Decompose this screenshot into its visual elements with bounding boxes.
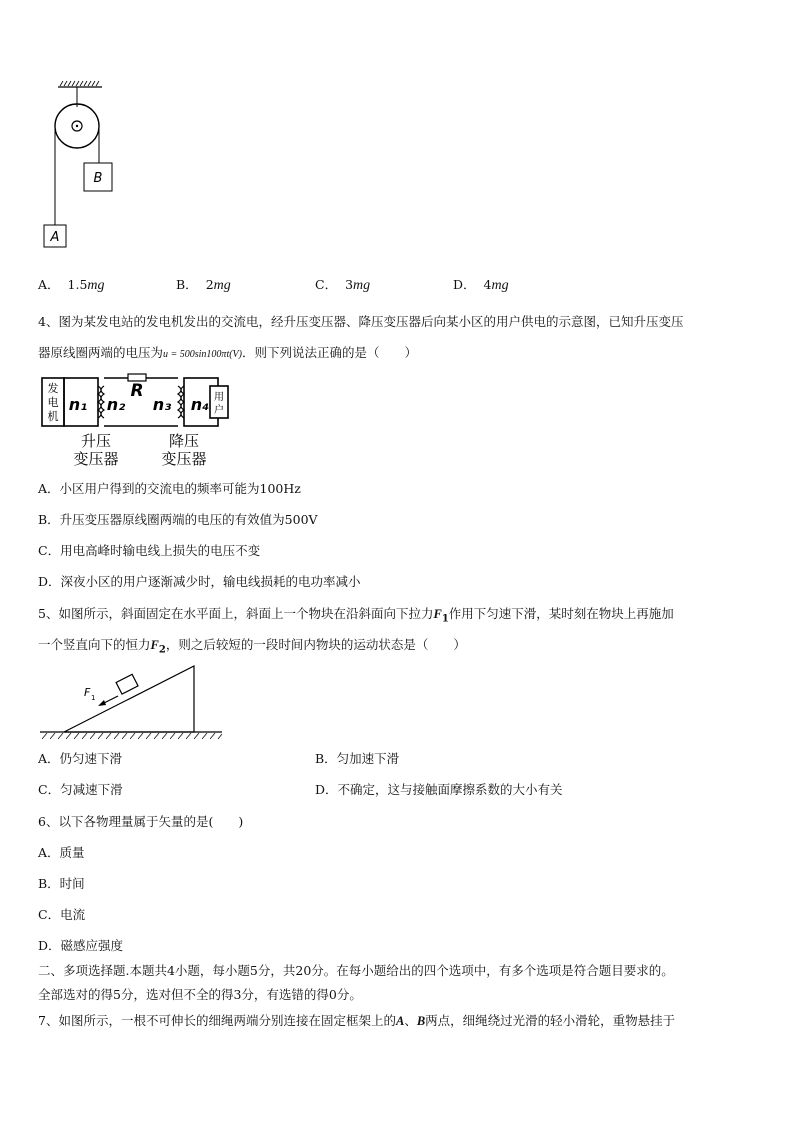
q4-stem-line2: 器原线圈两端的电压为u = 500sin100πt(V)．则下列说法正确的是（ ） xyxy=(38,345,418,360)
block-a-label: A xyxy=(50,230,60,245)
q5-option-b[interactable]: B．匀加速下滑 xyxy=(315,751,400,766)
q4-stem-line1: 4、图为某发电站的发电机发出的交流电，经升压变压器、降压变压器后向某小区的用户供电的示意图，已知升压变压 xyxy=(38,314,684,329)
step-up-caption-1: 升压 xyxy=(80,432,112,450)
n3-label: n₃ xyxy=(152,395,172,414)
q6-option-a[interactable]: A．质量 xyxy=(38,845,85,860)
q5-option-d[interactable]: D．不确定，这与接触面摩擦系数的大小有关 xyxy=(315,782,563,797)
q6-option-d[interactable]: D．磁感应强度 xyxy=(38,938,124,953)
section2-heading-line2: 全部选对的得5分，选对但不全的得3分，有选错的得0分。 xyxy=(38,987,362,1002)
user-label: 用 xyxy=(214,392,224,403)
resistor-label: R xyxy=(130,381,144,401)
n1-label: n₁ xyxy=(68,395,88,414)
q6-option-c[interactable]: C．电流 xyxy=(38,907,86,922)
q5-stem-line2: 一个竖直向下的恒力$F_2$，则之后较短的一段时间内物块的运动状态是（ ） xyxy=(38,637,466,656)
q6-stem: 6、以下各物理量属于矢量的是( ) xyxy=(38,814,244,829)
q3-option-c[interactable]: C． 3mg xyxy=(315,277,371,293)
incline-figure xyxy=(38,660,228,742)
q4-option-d[interactable]: D．深夜小区的用户逐渐减少时，输电线损耗的电功率减小 xyxy=(38,574,361,589)
incline-force-sub: 1 xyxy=(91,694,96,702)
block-b-label: B xyxy=(93,171,103,186)
step-down-caption-1: 降压 xyxy=(168,432,200,450)
n4-label: n₄ xyxy=(190,395,210,414)
q4-option-c[interactable]: C．用电高峰时输电线上损失的电压不变 xyxy=(38,543,261,558)
step-up-caption-2: 变压器 xyxy=(73,450,119,468)
q7-stem-line1: 7、如图所示，一根不可伸长的细绳两端分别连接在固定框架上的A、B两点，细绳绕过光滑的轻小滑轮，重物悬挂于 xyxy=(38,1013,676,1028)
svg-text:机: 机 xyxy=(47,410,59,423)
q4-option-b[interactable]: B．升压变压器原线圈两端的电压的有效值为500V xyxy=(38,512,318,527)
generator-label: 发 xyxy=(47,382,59,395)
svg-text:电: 电 xyxy=(47,396,59,409)
pulley-figure xyxy=(30,80,130,255)
q5-option-a[interactable]: A．仍匀速下滑 xyxy=(38,751,123,766)
incline-force-label: F xyxy=(84,686,91,699)
q3-option-a[interactable]: A． 1.5mg xyxy=(38,277,105,293)
q6-option-b[interactable]: B．时间 xyxy=(38,876,85,891)
section2-heading-line1: 二、多项选择题.本题共4小题，每小题5分，共20分。在每小题给出的四个选项中，有多个选项是符合题目要求的。 xyxy=(38,963,674,978)
q3-option-b[interactable]: B． 2mg xyxy=(176,277,231,293)
q5-option-c[interactable]: C．匀减速下滑 xyxy=(38,782,123,797)
q4-option-a[interactable]: A．小区用户得到的交流电的频率可能为100Hz xyxy=(38,481,301,496)
n2-label: n₂ xyxy=(106,395,126,414)
transformer-figure xyxy=(40,370,240,470)
step-down-caption-2: 变压器 xyxy=(161,450,207,468)
q5-stem-line1: 5、如图所示，斜面固定在水平面上，斜面上一个物块在沿斜面向下拉力$F_1$作用下匀速下滑，某时刻在物块上再施加 xyxy=(38,606,674,625)
q3-option-d[interactable]: D． 4mg xyxy=(453,277,509,293)
q4-formula: u = 500sin100πt(V) xyxy=(163,349,242,360)
svg-text:户: 户 xyxy=(214,405,224,416)
